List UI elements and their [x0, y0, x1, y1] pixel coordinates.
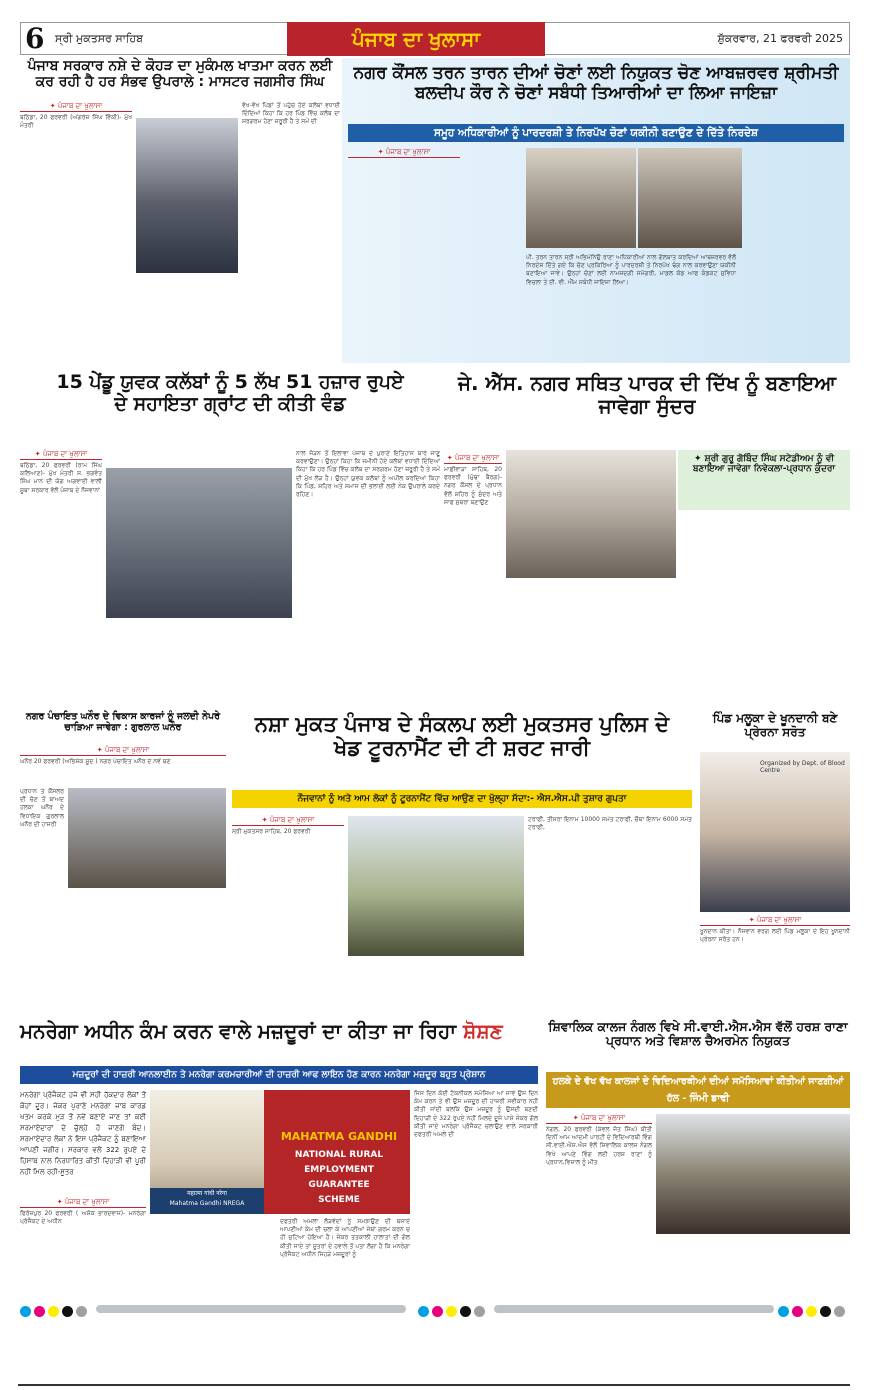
yellow-dot — [446, 1306, 457, 1317]
logo-hindi: महात्मा गांधी नरेगा — [187, 1190, 227, 1197]
headline: ਪੰਜਾਬ ਸਰਕਾਰ ਨਸ਼ੇ ਦੇ ਕੋਹੜ ਦਾ ਮੁਕੰਮਲ ਖਾਤਮਾ ਕਰਨ ਲਈ ਕਰ ਰਹੀ ਹੈ ਹਰ ਸੰਭਵ ਉਪਰਾਲੇ : ਮਾਸਟਰ ਜਗਸੀਰ ਸਿੰਘ — [27, 58, 333, 91]
mgnrega-poster — [150, 1090, 410, 1214]
yellow-dot — [48, 1306, 59, 1317]
headline: 15 ਪੇਂਡੂ ਯੁਵਕ ਕਲੱਬਾਂ ਨੂੰ 5 ਲੱਖ 51 ਹਜ਼ਾਰ ਰੁਪਏ ਦੇ ਸਹਾਇਤਾ ਗ੍ਰਾਂਟ ਦੀ ਕੀਤੀ ਵੰਡ — [56, 371, 404, 415]
registration-dots — [20, 1302, 90, 1321]
black-dot — [820, 1306, 831, 1317]
subheadline: ਸਮੂਹ ਅਧਿਕਾਰੀਆਂ ਨੂੰ ਪਾਰਦਰਸ਼ੀ ਤੇ ਨਿਰਪੱਖ ਚੋਣਾਂ ਯਕੀਨੀ ਬਣਾਉਣ ਦੇ ਦਿੱਤੇ ਨਿਰਦੇਸ਼ — [348, 124, 844, 142]
byline: ✦ ਪੰਜਾਬ ਦਾ ਖੁਲਾਸਾ — [546, 1114, 652, 1124]
cyan-dot — [778, 1306, 789, 1317]
headline-main: ਮਨਰੇਗਾ ਅਧੀਨ ਕੰਮ ਕਰਨ ਵਾਲੇ ਮਜ਼ਦੂਰਾਂ ਦਾ ਕੀਤਾ ਜਾ ਰਿਹਾ — [20, 1019, 457, 1043]
magenta-dot — [792, 1306, 803, 1317]
photo-caption: Organized by Dept. of Blood Centre — [760, 760, 845, 774]
registration-dots — [778, 1302, 848, 1321]
news-photo — [348, 816, 524, 956]
subheadline: ਮਜ਼ਦੂਰਾਂ ਦੀ ਹਾਜ਼ਰੀ ਆਨਲਾਈਨ ਤੇ ਮਨਰੇਗਾ ਕਰਮਚਾਰੀਆਂ ਦੀ ਹਾਜ਼ਰੀ ਆਫ ਲਾਇਨ ਹੋਣ ਕਾਰਨ ਮਨਰੇਗਾ ਮਜ਼ਦੂਰ ਬਹੁਤ ਪ੍ਰੇਸ਼ਾਨ — [20, 1066, 538, 1084]
article-text: ਪ੍ਰਧਾਨ ਤੇ ਕੌਂਸਲਰ ਦੀ ਚੋਣ ਤੋਂ ਬਾਅਦ ਹਲਕਾ ਘਨੌਰ ਦੇ ਵਿਧਾਇਕ ਗੁਰਲਾਲ ਘਨੌਰ ਦੀ ਹਾਜ਼ਰੀ — [20, 788, 64, 828]
lead-text: ਮਨਰੇਗਾ ਪ੍ਰੋਜੈਕਟ ਹਜੇ ਵੀ ਸਹੀ ਹੱਕਦਾਰ ਲੋਕਾਂ ਤੋਂ ਕੋਹਾਂ ਦੂਰ। ਜੇਕਰ ਪੁਰਾਣੇ ਮਨਰੇਗਾ ਜਾਬ ਕਾਰਡ ਖਤਮ ਕਰਕੇ ਮੁੜ ਤੋਂ ਨਵੇਂ ਬਣਾਏ ਜਾਣ ਤਾਂ ਕਈ ਸਰਮਾਏਦਾਰਾਂ ਦੇ ਚੁੱਲ੍ਹੇ ਹੋ ਜਾਣਗੇ ਬੰਦ। ਸਰਮਾਏਦਾਰ ਲੋਕਾਂ ਨੇ ਇਸ ਪ੍ਰੋਜੈਕਟ ਨੂੰ ਬਣਾਇਆ ਆਪਣੀ ਜਗੀਰ। ਸਰਕਾਰ ਵਲੋਂ 322 ਰੁਪਏ ਦੇ ਹਿਸਾਬ ਨਾਲ ਨਿਰਧਾਰਿਤ ਕੀਤੀ ਦਿਹਾੜੀ ਵੀ ਪੂਰੀ ਨਹੀਂ ਮਿਲ ਰਹੀ-ਸੂਤਰ — [20, 1091, 146, 1176]
news-photo — [68, 788, 226, 888]
news-photo — [506, 450, 676, 578]
news-photo — [656, 1114, 850, 1234]
gray-dot — [474, 1306, 485, 1317]
subheadline: ਨੌਜਵਾਨਾਂ ਨੂੰ ਅਤੇ ਆਮ ਲੋਕਾਂ ਨੂੰ ਟੂਰਨਾਮੈਂਟ ਵਿੱਚ ਆਉਣ ਦਾ ਖੁੱਲ੍ਹਾ ਸੱਦਾ:- ਐਸ.ਐਸ.ਪੀ ਤੁਸ਼ਾਰ ਗੁਪਤਾ — [232, 790, 692, 808]
byline: ✦ ਪੰਜਾਬ ਦਾ ਖੁਲਾਸਾ — [348, 148, 460, 158]
byline: ✦ ਪੰਜਾਬ ਦਾ ਖੁਲਾਸਾ — [20, 746, 226, 756]
story-mgnrega — [20, 1020, 540, 1298]
black-dot — [460, 1306, 471, 1317]
nrega-logo — [150, 1188, 264, 1214]
subheadline: ਹਲਕੇ ਦੇ ਵੱਖ ਵੱਖ ਕਾਲਜਾਂ ਦੇ ਵਿਦਿਆਰਥੀਆਂ ਦੀਆਂ ਸਮੱਸਿਆਵਾਂ ਕੀਤੀਆਂ ਜਾਣਗੀਆਂ ਹੱਲ - ਜਿੰਮੀ ਡਾਢੀ — [546, 1072, 850, 1108]
article-text: ਪੀ. ਤਰਨ ਤਾਰਨ ਸ੍ਰੀ ਅਭਿਮੰਨਿਉ ਰਾਣਾ ਅਧਿਕਾਰੀਆਂ ਨਾਲ ਗੱਲਬਾਤ ਕਰਦਿਆਂ ਆਬਜ਼ਰਵਰ ਵੱਲੋਂ ਨਿਰਦੇਸ਼ ਦਿੱਤੇ ਗਏ ਕਿ ਚੋਣ ਪ੍ਰਕਿਰਿਆ ਨੂੰ ਪਾਰਦਰਸ਼ੀ ਤੇ ਨਿਰਪੱਖ ਢੰਗ ਨਾਲ ਕਰਵਾਉਣਾ ਯਕੀਨੀ ਬਣਾਇਆ ਜਾਵੇ। ਉਨ੍ਹਾਂ ਚੋਣਾਂ ਲਈ ਨਾਮਜ਼ਦਗੀ ਸਮੱਗਰੀ, ਮਾਡਲ ਕੋਡ ਆਫ ਕੰਡਕਟ ਸੁਵਿਧਾ ਵਿਚਲਾ ਤੇ ਈ. ਵੀ. ਐੱਮ ਸਬੰਧੀ ਜਾਇਜ਼ਾ ਲਿਆ। — [526, 254, 736, 286]
headline: ਨਸ਼ਾ ਮੁਕਤ ਪੰਜਾਬ ਦੇ ਸੰਕਲਪ ਲਈ ਮੁਕਤਸਰ ਪੁਲਿਸ ਦੇ ਖੇਡ ਟੂਰਨਾਮੈਂਟ ਦੀ ਟੀ ਸ਼ਰਟ ਜਾਰੀ — [254, 712, 670, 761]
byline: ✦ ਪੰਜਾਬ ਦਾ ਖੁਲਾਸਾ — [444, 454, 502, 464]
byline: ✦ ਪੰਜਾਬ ਦਾ ਖੁਲਾਸਾ — [20, 102, 132, 112]
poster-line: NATIONAL RURAL — [294, 1150, 384, 1160]
story-tournament — [232, 712, 692, 1012]
news-photo — [136, 118, 238, 273]
gray-dot — [76, 1306, 87, 1317]
dateline: ਫਿਰੋਜ਼ਪੁਰ 20 ਫਰਵਰੀ ( ਅਸ਼ੋਕ ਭਾਰਦਵਾਜ)- ਮਨਰੇਗਾ ਪ੍ਰੋਜੈਕਟ ਦੇ ਅਧੀਨ — [20, 1210, 146, 1226]
masthead — [20, 22, 850, 55]
issue-date: ਸ਼ੁੱਕਰਵਾਰ, 21 ਫਰਵਰੀ 2025 — [717, 32, 843, 45]
story-clubs — [20, 372, 440, 702]
headline: ਨਗਰ ਕੌਂਸਲ ਤਰਨ ਤਾਰਨ ਦੀਆਂ ਚੋਣਾਂ ਲਈ ਨਿਯੁਕਤ ਚੋਣ ਆਬਜ਼ਰਵਰ ਸ਼੍ਰੀਮਤੀ ਬਲਦੀਪ ਕੌਰ ਨੇ ਚੋਣਾਂ ਸਬੰਧੀ ਤਿਆਰੀਆਂ ਦਾ ਲਿਆ ਜਾਇਜ਼ਾ — [353, 63, 839, 103]
logo-english: Mahatma Gandhi NREGA — [169, 1200, 245, 1207]
byline: ✦ ਪੰਜਾਬ ਦਾ ਖੁਲਾਸਾ — [20, 450, 102, 460]
article-text: ਜਿਸ ਦਿਨ ਕੋਈ ਟੈਕਨੀਕਲ ਸਮੱਸਿਆ ਆ ਜਾਵੇ ਉਸ ਦਿਨ ਕੰਮ ਕਰਨ ਤੇ ਵੀ ਉਸ ਮਜ਼ਦੂਰ ਦੀ ਹਾਜ਼ਰੀ ਸਵੀਕਾਰ ਨਹੀਂ ਕੀਤੀ ਜਾਂਦੀ ਬਲਕਿ ਉਸ ਮਜ਼ਦੂਰ ਨੂੰ ਉਸਦੀ ਬਣਦੀ ਦਿਹਾੜੀ ਦੇ 322 ਰੁਪਏ ਨਹੀਂ ਮਿਲਦੇ ਦੂਜੇ ਪਾਸੇ ਜੇਕਰ ਗੱਲ ਕੀਤੀ ਜਾਏ ਮਨਰੇਗਾ ਪ੍ਰੋਜੈਕਟ ਚਲਾਉਣ ਵਾਲੇ ਸਰਕਾਰੀ ਦਫਤਰੀ ਅਮਲੇ ਦੀ — [414, 1090, 538, 1139]
sidebox — [678, 450, 850, 510]
yellow-dot — [806, 1306, 817, 1317]
magenta-dot — [432, 1306, 443, 1317]
magenta-dot — [34, 1306, 45, 1317]
cyan-dot — [418, 1306, 429, 1317]
byline: ✦ ਪੰਜਾਬ ਦਾ ਖੁਲਾਸਾ — [232, 816, 344, 826]
article-text: ਨਾਲ ਜੋੜਨ ਤੋਂ ਇਲਾਵਾ ਪੰਜਾਬ ਦੇ ਪੁਰਾਣੇ ਇਤਿਹਾਸ ਬਾਰੇ ਜਾਣੂ ਕਰਵਾਉਣਾ। ਉਨ੍ਹਾਂ ਕਿਹਾ ਕਿ ਜ਼ਮੀਨੀ ਹੋਏ ਕਲੱਬਾਂ ਵਧਾਈ ਦਿੰਦਿਆਂ ਕਿਹਾ ਕਿ ਹਰ ਪਿੰਡ ਵਿੱਚ ਕਲੱਬ ਦਾ ਸਰਗਰਮ ਹੋਣਾ ਜ਼ਰੂਰੀ ਹੈ ਤੇ ਸਮੇਂ ਦੀ ਮੁੱਖ ਲੋੜ ਹੈ। ਉਨ੍ਹਾਂ ਯੁਵਕ ਕਲੱਬਾਂ ਨੂੰ ਅਪੀਲ ਕਰਦਿਆਂ ਕਿਹਾ ਕਿ ਪਿੰਡ, ਸ਼ਹਿਰ ਅਤੇ ਸਮਾਜ ਦੀ ਭਲਾਈ ਲਈ ਨੇਕ ਉਪਰਾਲੇ ਕਰਦੇ ਰਹਿਣ। — [296, 450, 440, 499]
headline — [20, 1020, 540, 1043]
story-park — [444, 372, 850, 702]
byline: ✦ ਪੰਜਾਬ ਦਾ ਖੁਲਾਸਾ — [20, 1198, 146, 1208]
dateline: ਬਠਿੰਡਾ, 20 ਫਰਵਰੀ (ਅੰਗਰੇਜ਼ ਸਿੰਘ ਵਿੱਕੀ)- ਮੁੱਖ ਮੰਤਰੀ — [20, 114, 132, 130]
story-shivalik — [546, 1020, 850, 1298]
story-malooka — [700, 712, 850, 1012]
story-ghanaur — [20, 712, 226, 1012]
headline: ਜੇ. ਐੱਸ. ਨਗਰ ਸਥਿਤ ਪਾਰਕ ਦੀ ਦਿੱਖ ਨੂੰ ਬਣਾਇਆ ਜਾਵੇਗਾ ਸੁੰਦਰ — [457, 371, 837, 418]
dateline: ਬਠਿੰਡਾ, 20 ਫਰਵਰੀ (ਰਾਮ ਸਿੰਘ ਕਲਿਆਣ)- ਮੁੱਖ ਮੰਤਰੀ ਸ. ਭਗਵੰਤ ਸਿੰਘ ਮਾਨ ਦੀ ਯੋਗ ਅਗਵਾਈ ਵਾਲੀ ਸੂਬਾ ਸਰਕਾਰ ਵੱਲੋਂ ਪੰਜਾਬ ਦੇ ਨੌਜਵਾਨਾਂ — [20, 462, 102, 494]
page-number: 6 — [25, 22, 45, 55]
sidebox-title: ✦ ਸ਼੍ਰੀ ਗੁਰੂ ਗੋਬਿੰਦ ਸਿੰਘ ਸਟੇਡੀਅਮ ਨੂੰ ਵੀ ਬਣਾਇਆ ਜਾਵੇਗਾ ਨਿਵੇਕਲਾ-ਪ੍ਰਧਾਨ ਕੁੰਦਰਾ — [692, 454, 836, 475]
print-marks — [20, 1302, 850, 1316]
headline: ਪਿੰਡ ਮਲੂਕਾ ਦੇ ਖੂਨਦਾਨੀ ਬਣੇ ਪ੍ਰੇਰਨਾ ਸਰੋਤ — [712, 711, 838, 739]
edition-place: ਸ੍ਰੀ ਮੁਕਤਸਰ ਸਾਹਿਬ — [55, 32, 144, 45]
headline-accent: ਸ਼ੋਸ਼ਣ — [463, 1019, 503, 1043]
dateline: ਸ੍ਰੀ ਮੁਕਤਸਰ ਸਾਹਿਬ, 20 ਫਰਵਰੀ — [232, 828, 311, 835]
grey-strip — [96, 1305, 406, 1313]
story-jagsir — [20, 58, 340, 363]
poster-title: MAHATMA GANDHI — [280, 1130, 398, 1143]
headline: ਸ਼ਿਵਾਲਿਕ ਕਾਲਜ ਨੰਗਲ ਵਿਖੇ ਸੀ.ਵਾਈ.ਐਸ.ਐਸ ਵੱਲੋਂ ਹਰਸ਼ ਰਾਣਾ ਪ੍ਰਧਾਨ ਅਤੇ ਵਿਸ਼ਾਲ ਚੈਅਰਮੇਨ ਨਿਯੁਕਤ — [548, 1019, 848, 1049]
poster-line: GUARANTEE — [308, 1180, 370, 1190]
newspaper-title: ਪੰਜਾਬ ਦਾ ਖੁਲਾਸਾ — [287, 22, 545, 56]
news-photo — [638, 148, 742, 248]
dateline: ਨੰਗਲ, 20 ਫਰਵਰੀ (ਕੰਵਲ ਜੋਤ ਸਿੰਘ) ਬੀਤੀ ਦਿਨੀਂ ਆਮ ਆਦਮੀ ਪਾਰਟੀ ਦੇ ਵਿਦਿਆਰਥੀ ਵਿੰਗ ਸੀ.ਵਾਈ.ਐਸ.ਐਸ ਵੱਲੋਂ ਸ਼ਿਵਾਲਿਕ ਕਾਲਜ ਨੰਗਲ ਵਿਖੇ ਆਪਣੇ ਵਿੰਗ ਲਈ ਹਰਸ਼ ਰਾਣਾ ਨੂੰ ਪ੍ਰਧਾਨ,ਵਿਸ਼ਾਲ ਨੂੰ ਮੀਤ — [546, 1126, 652, 1166]
article-text: ਦਫਤਰੀ ਅਮਲਾ ਲੋੜਵੰਦਾਂ ਨੂੰ ਸਮਝਾਉਣ ਦੀ ਬਜਾਏ ਆਪਣੀਆਂ ਕੰਮ ਦੀ ਚਲਾ ਕੇ ਆਪਣੀਆਂ ਜੇਬਾਂ ਗਰਮ ਕਰਨ ਚ ਹੀ ਜੁਟਿਆ ਹੋਇਆ ਹੈ। ਜੇਕਰ ਤਤਕਾਲੀ ਹਾਲਾਤਾਂ ਦੀ ਗੱਲ ਕੀਤੀ ਜਾਏ ਤਾਂ ਸੂਤਰਾਂ ਦੇ ਹਵਾਲੇ ਤੋਂ ਪਤਾ ਲੱਗਾ ਹੈ ਕਿ ਮਨਰੇਗਾ ਪ੍ਰੋਜੈਕਟ ਅਧੀਨ ਜਿਹੜੇ ਮਜ਼ਦੂਰਾਂ ਨੂੰ — [280, 1218, 410, 1258]
registration-dots — [418, 1302, 488, 1321]
article-text: ਵੱਖ-ਵੱਖ ਪਿੰਡਾਂ ਤੋਂ ਪਹੁੰਚੇ ਹੋਏ ਕਲੱਬਾਂ ਵਧਾਈ ਦਿੰਦਿਆਂ ਕਿਹਾ ਕਿ ਹਰ ਪਿੰਡ ਵਿੱਚ ਕਲੱਬ ਦਾ ਸਰਗਰਮ ਹੋਣਾ ਜ਼ਰੂਰੀ ਹੈ ਤੇ ਸਮੇਂ ਦੀ — [242, 102, 340, 126]
grey-strip — [494, 1305, 774, 1313]
black-dot — [62, 1306, 73, 1317]
byline: ✦ ਪੰਜਾਬ ਦਾ ਖੁਲਾਸਾ — [700, 916, 850, 926]
dateline: ਮਾਛੀਵਾੜਾ ਸਾਹਿਬ, 20 ਫਰਵਰੀ (ਮੁੱਢਾ ਬੈਰਗ)- ਨਗਰ ਕੌਂਸਲ ਦੇ ਪ੍ਰਧਾਨ ਵੱਲੋਂ ਸ਼ਹਿਰ ਨੂੰ ਸੁੰਦਰ ਅਤੇ ਸਾਫ ਸੁਥਰਾ ਬਣਾਉਣ — [444, 466, 502, 506]
article-text: ਟਰਾਫੀ, ਤੀਸਰਾ ਇਨਾਮ 10000 ਸਮੇਤ ਟਰਾਫੀ, ਚੌਥਾ ਇਨਾਮ 6000 ਸਮੇਤ ਟਰਾਫੀ, — [528, 816, 692, 832]
poster-line: EMPLOYMENT — [304, 1165, 374, 1175]
poster-line: SCHEME — [318, 1195, 360, 1205]
article-text: ਖੂਨਦਾਨ ਕੀਤਾ। ਨੌਜਵਾਨ ਵਰਗ ਲਈ ਪਿੰਡ ਮਲੂਕਾ ਦੇ ਇਹ ਖੂਨਦਾਨੀ ਪ੍ਰੇਰਨਾ ਸਰੋਤ ਹਨ। — [700, 928, 850, 944]
headline: ਨਗਰ ਪੰਚਾਇਤ ਘਨੌਰ ਦੇ ਵਿਕਾਸ ਕਾਰਜਾਂ ਨੂੰ ਜਲਦੀ ਨੇਪਰੇ ਚਾੜਿਆ ਜਾਵੇਗਾ : ਗੁਰਲਾਲ ਘਨੌਰ — [25, 711, 221, 733]
story-tarntaran — [342, 58, 850, 363]
bottom-rule — [18, 1384, 850, 1386]
news-photo — [106, 468, 292, 618]
news-photo — [526, 148, 636, 248]
news-photo — [700, 752, 850, 912]
dateline: ਘਨੌਰ 20 ਫਰਵਰੀ (ਅਭਿਸ਼ੇਕ ਸੂਦ ) ਨਗਰ ਪੰਚਾਇਤ ਘਨੌਰ ਦੇ ਨਵੇਂ ਬਣੇ — [20, 757, 171, 765]
cyan-dot — [20, 1306, 31, 1317]
gray-dot — [834, 1306, 845, 1317]
